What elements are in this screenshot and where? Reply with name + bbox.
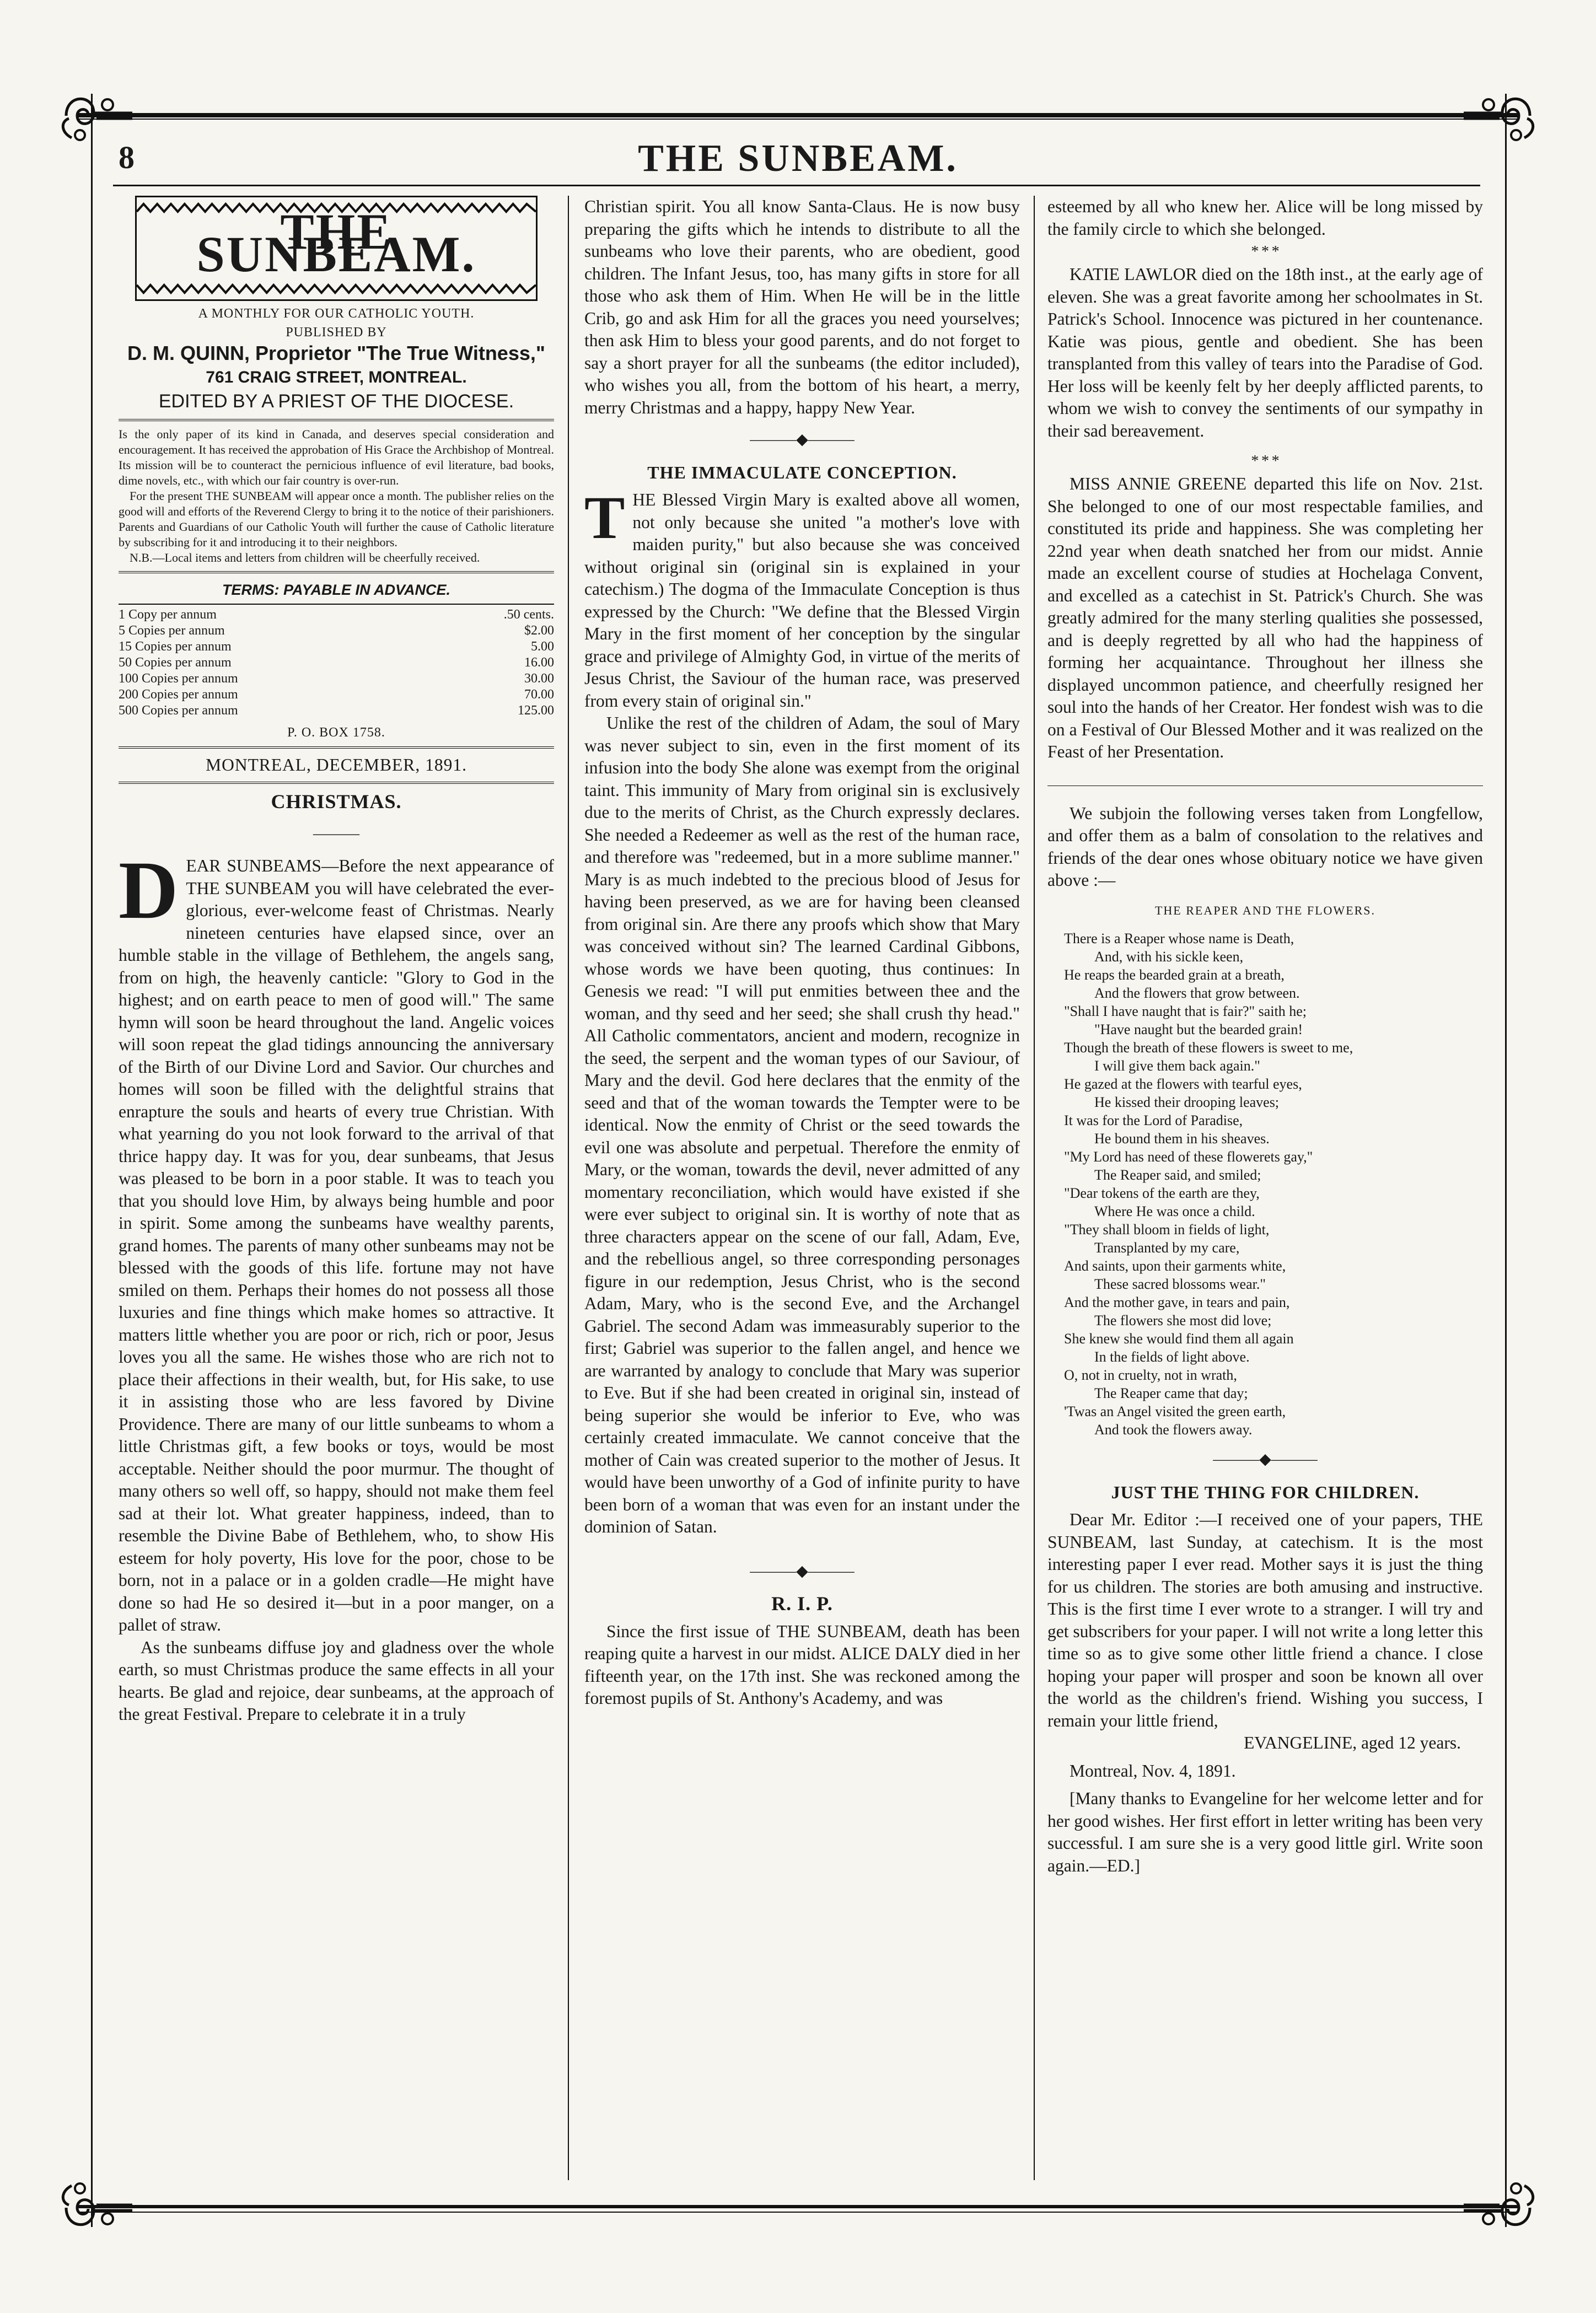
poem-line: The Reaper said, and smiled; xyxy=(1094,1167,1261,1183)
corner-ornament-icon xyxy=(55,2175,138,2241)
dateline: MONTREAL, DECEMBER, 1891. xyxy=(206,755,467,774)
notice-paragraph: For the present THE SUNBEAM will appear once a month. The publisher relies on the good will and efforts of the Reverend Clergy to bring it to the notice of their parishioners. Parents and Guardians of our Catholic Youth will further the cause of Catholic literature by subscribing for it and introducing it to their neighbors. xyxy=(119,489,554,549)
terms-row xyxy=(119,623,554,639)
separator-ornament: ―――◆――― xyxy=(750,431,855,448)
masthead-subtitle: A MONTHLY FOR OUR CATHOLIC YOUTH. xyxy=(198,306,475,321)
right-border-rule xyxy=(1505,94,1507,2227)
poem-line: O, not in cruelty, not in wrath, xyxy=(1064,1367,1237,1383)
terms-price: 5.00 xyxy=(531,639,554,654)
terms-label: 5 Copies per annum xyxy=(119,623,225,638)
divider xyxy=(119,782,554,784)
column-3 xyxy=(1047,196,1483,2180)
poem-line: Where He was once a child. xyxy=(1094,1203,1255,1219)
editor-line: EDITED BY A PRIEST OF THE DIOCESE. xyxy=(158,391,514,412)
top-border-rule xyxy=(77,113,1519,117)
article-paragraph: Dear Mr. Editor :—I received one of your papers, THE SUNBEAM, last Sunday, at catechism. It is the most interesting paper I ever read. Mother says it is just the thing for us children. The stories are both amusing and instructive. This is the first time I ever wrote to a stranger. I will try and get subscribers for your paper. I will not write a long letter this time so as to give some other little friend a chance. I close hoping your paper will prosper and soon be known all over the world as the children's friend. Wishing you success, I remain your little friend, xyxy=(1047,1510,1483,1730)
poem-line: "They shall bloom in fields of light, xyxy=(1064,1222,1270,1238)
letter-dateline: Montreal, Nov. 4, 1891. xyxy=(1070,1761,1236,1781)
bottom-border-rule-inner xyxy=(77,2212,1519,2213)
poem-line: And the flowers that grow between. xyxy=(1094,985,1300,1001)
article-title-immaculate: THE IMMACULATE CONCEPTION. xyxy=(647,462,957,482)
separator-ornament: ―――◆――― xyxy=(750,1562,855,1580)
terms-row xyxy=(119,655,554,671)
article-paragraph xyxy=(584,484,1020,712)
masthead-title: THE SUNBEAM. xyxy=(196,203,476,282)
drop-cap: D xyxy=(119,844,179,936)
page-header-title: THE SUNBEAM. xyxy=(638,137,958,180)
drop-cap: T xyxy=(584,484,625,551)
terms-label: 1 Copy per annum xyxy=(119,607,217,622)
separator-ornament: ――― xyxy=(313,825,359,842)
terms-row xyxy=(119,639,554,655)
page-number: 8 xyxy=(119,139,135,175)
letter-signature: EVANGELINE, aged 12 years. xyxy=(1244,1733,1461,1752)
terms-title: TERMS: PAYABLE IN ADVANCE. xyxy=(222,582,450,598)
masthead-box xyxy=(135,196,538,301)
terms-price: .50 cents. xyxy=(503,607,554,622)
terms-row xyxy=(119,671,554,687)
poem-line: 'Twas an Angel visited the green earth, xyxy=(1064,1403,1286,1419)
poem-line: He gazed at the flowers with tearful eyes, xyxy=(1064,1076,1302,1092)
poem-line: He reaps the bearded grain at a breath, xyxy=(1064,967,1285,983)
article-paragraph: Since the first issue of THE SUNBEAM, death has been reaping quite a harvest in our midst. ALICE DALY died in her fifteenth year, on the 17th inst. She was reckoned among the foremost pupils of St. Anthony's Academy, and was xyxy=(584,1621,1020,1708)
column-divider xyxy=(1034,196,1035,2180)
notice-paragraph: Is the only paper of its kind in Canada, and deserves special consideration and encouragement. It has received the approbation of His Grace the Archbishop of Montreal. Its mission will be to counteract the pernicious influence of evil literature, bad books, dime novels, etc., with which our fair country is over-run. xyxy=(119,427,554,487)
poem-line: Transplanted by my care, xyxy=(1094,1240,1240,1256)
poem-line: In the fields of light above. xyxy=(1094,1349,1250,1365)
terms-price: 16.00 xyxy=(524,655,554,670)
poem-line: And saints, upon their garments white, xyxy=(1064,1258,1286,1274)
article-paragraph: Christian spirit. You all know Santa-Claus. He is now busy preparing the gifts which he intends to distribute to all the sunbeams who love their parents, who are obedient, good children. The Infant Jesus, too, has many gifts in store for all those who ask them of Him. When He will be in the little Crib, go and ask Him for all the graces you need yourselves; then ask Him to bless your good parents, and do not forget to say a short prayer for all the sunbeams (the editor included), who wishes you all, from the bottom of his heart, a merry, merry Christmas and a happy, happy New Year. xyxy=(584,197,1020,417)
poem-line: These sacred blossoms wear." xyxy=(1094,1276,1266,1292)
asterism: * * * xyxy=(1251,243,1280,260)
article-title-rip: R. I. P. xyxy=(771,1593,833,1615)
poem-line: "Dear tokens of the earth are they, xyxy=(1064,1185,1260,1201)
column-divider xyxy=(568,196,569,2180)
terms-label: 500 Copies per annum xyxy=(119,703,238,718)
poem-line: Though the breath of these flowers is sweet to me, xyxy=(1064,1040,1353,1056)
poem-line: The Reaper came that day; xyxy=(1094,1385,1248,1401)
article-paragraph: MISS ANNIE GREENE departed this life on Nov. 21st. She belonged to one of our most respectable families, and constituted its pride and happiness. She was completing her 22nd year when death snatched her from our midst. Annie made an excellent course of studies at Hochelaga Convent, and excelled as a catechist in St. Patrick's Church. She was greatly admired for the many sterling qualities she possessed, and is deeply regretted by all who had the happiness of forming her acquaintance. Throughout her illness she displayed uncommon patience, and cheerfully resigned her soul into the hands of her Creator. Her fondest wish was to die on a Festival of Our Blessed Mother and it was realized on the Feast of her Presentation. xyxy=(1047,474,1483,761)
poem xyxy=(1047,929,1483,1439)
terms-row xyxy=(119,607,554,623)
article-paragraph: Unlike the rest of the children of Adam, the soul of Mary was never subject to sin, even in the first moment of its infusion into the body She alone was exempt from the original taint. This immunity of Mary from original sin is exclusively due to the merits of Christ, as the Church expressly declares. She needed a Redeemer as well as the rest of the human race, and therefore was "redeemed, but in a more sublime manner." Mary is as much indebted to the precious blood of Jesus for having been preserved, as we are for having been cleansed from original sin. Are there any proofs which show that Mary was conceived without sin? The learned Cardinal Gibbons, whose words we have been quoting, thus continues: In Genesis we read: "I will put enmities between thee and the woman, and thy seed and her seed; she shall crush thy head." All Catholic commentators, ancient and modern, recognize in the seed, the serpent and the woman types of our Saviour, of Mary and the devil. God here declares that the enmity of the seed and that of the woman towards the Tempter were to be identical. Now the enmity of Christ or the seed towards the evil one was absolute and perpetual. Therefore the enmity of Mary, or the woman, towards the devil, never admitted of any momentary reconciliation, which would have existed if she were ever subject to original sin. It is worthy of note that as three characters appear on the scene of our fall, Adam, Eve, and the rebellious angel, so three corresponding personages figure in our redemption, Jesus Christ, who is the second Adam, Mary, who is the second Eve, and the Archangel Gabriel. The second Adam was immeasurably superior to the first; Gabriel was superior to the fallen angel, and hence we are warranted by analogy to conclude that Mary was superior to Eve. But if she had been created in original sin, instead of being superior she would be inferior to Eve, who was certainly created immaculate. We cannot conceive that the mother of Cain was created superior to the mother of Jesus. It would have been unworthy of a God of infinite purity to have been born of a woman that was even for an instant under the dominion of Satan. xyxy=(584,713,1020,1536)
terms-label: 15 Copies per annum xyxy=(119,639,232,654)
article-paragraph: esteemed by all who knew her. Alice will be long missed by the family circle to which she belonged. xyxy=(1047,197,1483,239)
poem-line: And, with his sickle keen, xyxy=(1094,949,1244,965)
divider xyxy=(119,419,554,421)
article-text: EAR SUNBEAMS—Before the next appearance of THE SUNBEAM you will have celebrated the ever-glorious, ever-welcome feast of Christmas. Nearly nineteen centuries have elapsed since, over an humble stable in the village of Bethlehem, the angels sang, from on high, the heavenly canticle: "Glory to God in the highest; and on earth peace to men of good will." The same hymn will soon be heard throughout the land. Angelic voices will soon repeat the glad tidings announcing the anniversary of the Birth of our Divine Lord and Savior. Our churches and homes will soon be filled with the delightful strains that enrapture the souls and hearts of every true Christian. With what yearning do you not look forward to the arrival of that thrice happy day. It was for you, dear sunbeams, that Jesus was pleased to be born in a poor stable. It was to teach you that you should love Him, by always being humble and poor in spirit. Some among the sunbeams have wealthy parents, grand homes. The parents of many other sunbeams may not be blessed with the goods of this life. fortune may not have smiled on them. Perhaps their homes do not possess all those luxuries and fine things which make homes so attractive. It matters little whether you are poor or rich, rich or poor, Jesus loves you all the same. He wishes those who are rich not to place their affections in their wealth, but, for His sake, to use it in assisting those who are less favored by Divine Providence. There are many of our little sunbeams to whom a little Christmas gift, a few books or toys, would be most acceptable. Neither should the poor murmur. The thought of many others so well off, so happy, should not make them feel sad at their lot. What greater happiness, indeed, than to resemble the Divine Babe of Bethlehem, who, to show His esteem for holy poverty, His love for the poor, chose to be born, not in a palace or in a golden cradle—He might have done so had He so desired it—but in a poor manger, on a pallet of straw. xyxy=(119,856,554,1634)
proprietor-line: D. M. QUINN, Proprietor "The True Witness," xyxy=(127,342,545,364)
poem-title: THE REAPER AND THE FLOWERS. xyxy=(1154,903,1376,917)
asterism: * * * xyxy=(1251,453,1280,470)
divider xyxy=(119,604,554,605)
poem-line: "Have naught but the bearded grain! xyxy=(1094,1021,1303,1037)
poem-line: He kissed their drooping leaves; xyxy=(1094,1094,1280,1110)
header-rule xyxy=(113,185,1480,186)
poem-line: He bound them in his sheaves. xyxy=(1094,1131,1270,1147)
top-border-rule-inner xyxy=(77,119,1519,120)
terms-label: 50 Copies per annum xyxy=(119,655,232,670)
article-paragraph: We subjoin the following verses taken from Longfellow, and offer them as a balm of consolation to the relatives and friends of the dear ones whose obituary notice we have given above :— xyxy=(1047,803,1483,890)
poem-line: And the mother gave, in tears and pain, xyxy=(1064,1294,1290,1310)
terms-row xyxy=(119,703,554,719)
published-by: PUBLISHED BY xyxy=(286,325,387,340)
terms-label: 200 Copies per annum xyxy=(119,687,238,702)
terms-price: 125.00 xyxy=(518,703,554,718)
poem-line: "My Lord has need of these flowerets gay," xyxy=(1064,1149,1313,1165)
article-title-letter: JUST THE THING FOR CHILDREN. xyxy=(1111,1482,1420,1502)
column-1 xyxy=(119,196,554,2180)
separator-ornament: ―――◆――― xyxy=(1213,1451,1318,1468)
article-text: HE Blessed Virgin Mary is exalted above all women, not only because she united "a mother's love with maiden purity," but also because she was conceived without original sin (original sin is explained in your catechism.) The dogma of the Immaculate Conception is thus expressed by the Church: "We define that the Blessed Virgin Mary in the first moment of her conception by the singular grace and privilege of Almighty God, in virtue of the merits of Jesus Christ, the Saviour of the human race, was preserved from every stain of original sin." xyxy=(584,490,1020,711)
terms-label: 100 Copies per annum xyxy=(119,671,238,686)
poem-line: There is a Reaper whose name is Death, xyxy=(1064,930,1294,946)
terms-price: $2.00 xyxy=(524,623,554,638)
terms-price: 30.00 xyxy=(524,671,554,686)
po-box: P. O. BOX 1758. xyxy=(287,725,385,740)
editor-reply: [Many thanks to Evangeline for her welcome letter and for her good wishes. Her first effort in letter writing has been very successful. I am sure she is a very good little girl. Write soon again.—ED.] xyxy=(1047,1789,1483,1875)
poem-line: I will give them back again." xyxy=(1094,1058,1260,1074)
divider xyxy=(119,746,554,749)
article-paragraph: As the sunbeams diffuse joy and gladness over the whole earth, so must Christmas produce the same effects in all your hearts. Be glad and rejoice, dear sunbeams, at the approach of the great Festival. Prepare to celebrate it in a truly xyxy=(119,1637,554,1724)
poem-line: "Shall I have naught that is fair?" saith he; xyxy=(1064,1003,1307,1019)
poem-line: And took the flowers away. xyxy=(1094,1422,1253,1438)
poem-line: It was for the Lord of Paradise, xyxy=(1064,1112,1243,1128)
bottom-border-rule xyxy=(77,2205,1519,2208)
article-paragraph: KATIE LAWLOR died on the 18th inst., at the early age of eleven. She was a great favorite among her schoolmates in St. Patrick's School. Innocence was pictured in her countenance. Katie was pious, gentle and obedient. She has been transplanted from this valley of tears into the Paradise of God. Her loss will be keenly felt by her deeply afflicted parents, to whom we wish to convey the sentiments of our sympathy in their sad bereavement. xyxy=(1047,265,1483,440)
zigzag-border-icon xyxy=(137,282,536,296)
left-border-rule xyxy=(91,94,93,2227)
terms-price: 70.00 xyxy=(524,687,554,702)
address-line: 761 CRAIG STREET, MONTREAL. xyxy=(206,368,467,386)
terms-table xyxy=(119,607,554,719)
article-title-christmas: CHRISTMAS. xyxy=(271,790,402,813)
poem-line: The flowers she most did love; xyxy=(1094,1313,1272,1328)
divider xyxy=(119,571,554,573)
column-2 xyxy=(584,196,1020,2180)
corner-ornament-icon xyxy=(1458,2175,1541,2241)
poem-line: She knew she would find them all again xyxy=(1064,1331,1294,1347)
article-paragraph xyxy=(119,844,554,1637)
notice-paragraph: N.B.—Local items and letters from children will be cheerfully received. xyxy=(130,551,480,564)
terms-row xyxy=(119,687,554,703)
